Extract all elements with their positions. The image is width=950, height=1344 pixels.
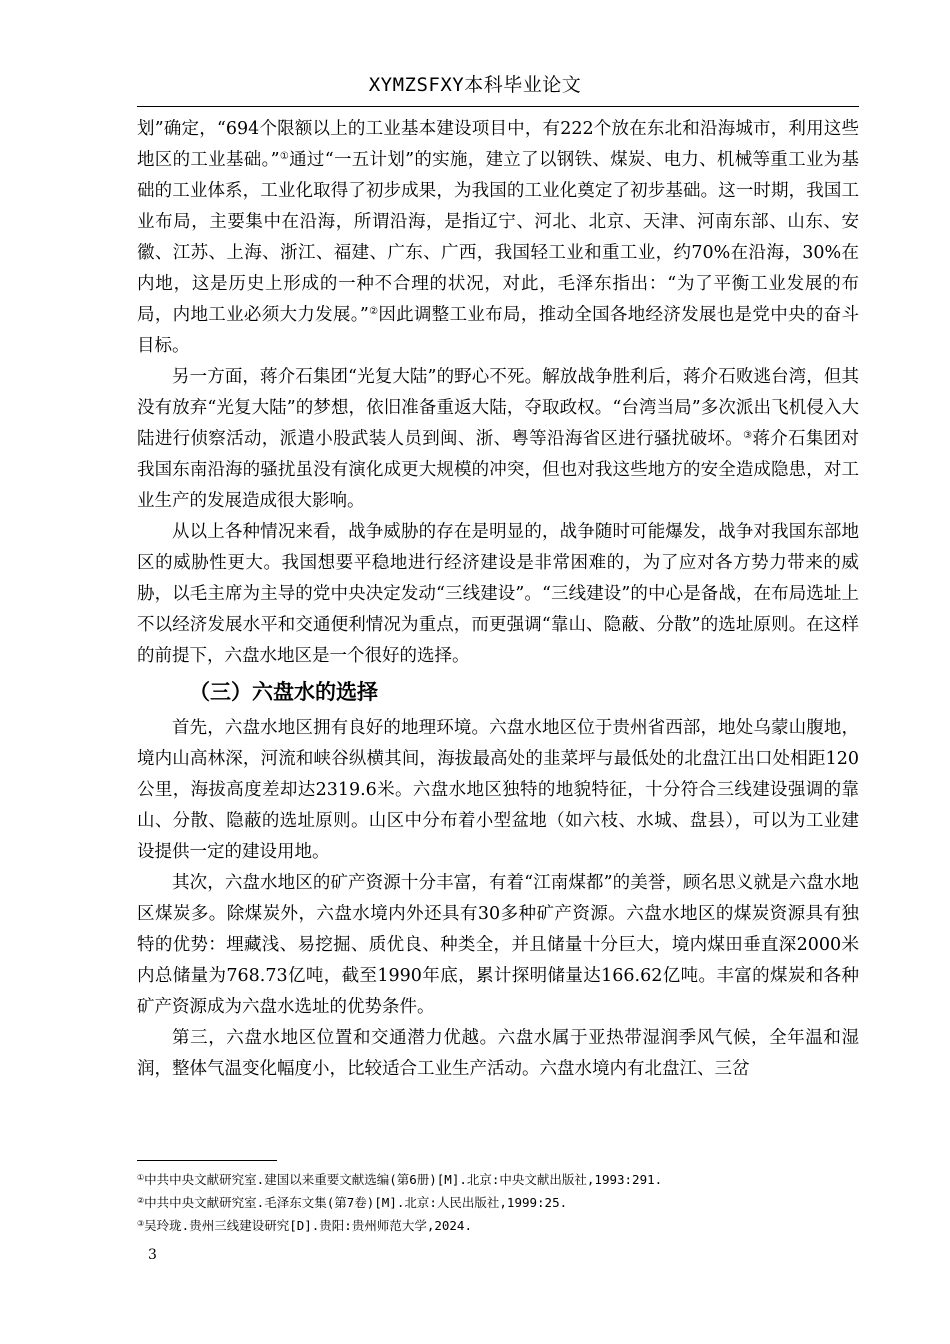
paragraph: 第三，六盘水地区位置和交通潜力优越。六盘水属于亚热带湿润季风气候，全年温和湿润，整体气温变化幅度小，比较适合工业生产活动。六盘水境内有北盘江、三岔 <box>137 1028 859 1079</box>
header-rule <box>137 106 859 107</box>
paragraph-continuation: 划”确定，“694个限额以上的工业基本建设项目中，有222个放在东北和沿海城市，利用这些地区的工业基础。”①通过“一五计划”的实施，建立了以钢铁、煤炭、电力、机械等重工业为基础的工业体系，工业化取得了初步成果，为我国的工业化奠定了初步基础。这一时期，我国工业布局，主要集中在沿海，所谓沿海，是指辽宁、河北、北京、天津、河南东部、山东、安徽、江苏、上海、浙江、福建、广东、广西，我国轻工业和重工业，约70%在沿海，30%在内地，这是历史上形成的一种不合理的状况，对此，毛泽东指出：“为了平衡工业发展的布局，内地工业必须大力发展。”②因此调整工业布局，推动全国各地经济发展也是党中央的奋斗目标。 <box>137 119 859 356</box>
footnote: ③吴玲珑.贵州三线建设研究[D].贵阳:贵州师范大学,2024. <box>137 1218 472 1233</box>
main-body <box>137 114 859 1085</box>
footnote: ①中共中央文献研究室.建国以来重要文献选编(第6册)[M].北京:中央文献出版社,1993:291. <box>137 1172 663 1187</box>
footnote-separator <box>137 1160 277 1161</box>
footnote-ref-1[interactable]: ① <box>279 151 290 162</box>
page-number: 3 <box>148 1247 157 1263</box>
paragraph: 其次，六盘水地区的矿产资源十分丰富，有着“江南煤都”的美誉，顾名思义就是六盘水地区煤炭多。除煤炭外，六盘水境内外还具有30多种矿产资源。六盘水地区的煤炭资源具有独特的优势：埋藏浅、易挖掘、质优良、种类全，并且储量十分巨大，境内煤田垂直深2000米内总储量为768.73亿吨，截至1990年底，累计探明储量达166.62亿吨。丰富的煤炭和各种矿产资源成为六盘水选址的优势条件。 <box>137 873 859 1017</box>
footnote-ref-2[interactable]: ② <box>368 306 379 317</box>
footnotes <box>137 1168 859 1237</box>
footnote: ②中共中央文献研究室.毛泽东文集(第7卷)[M].北京:人民出版社,1999:25. <box>137 1195 568 1210</box>
footnote-ref-3[interactable]: ③ <box>743 430 753 441</box>
paragraph: 首先，六盘水地区拥有良好的地理环境。六盘水地区位于贵州省西部，地处乌蒙山腹地，境内山高林深，河流和峡谷纵横其间，海拔最高处的韭菜坪与最低处的北盘江出口处相距120公里，海拔高度差却达2319.6米。六盘水地区独特的地貌特征，十分符合三线建设强调的靠山、分散、隐蔽的选址原则。山区中分布着小型盆地（如六枝、水城、盘县），可以为工业建设提供一定的建设用地。 <box>137 718 859 862</box>
section-heading: （三）六盘水的选择 <box>189 680 378 704</box>
running-header: XYMZSFXY本科毕业论文 <box>368 74 582 96</box>
paragraph: 另一方面，蒋介石集团“光复大陆”的野心不死。解放战争胜利后，蒋介石败逃台湾，但其没有放弃“光复大陆”的梦想，依旧准备重返大陆，夺取政权。“台湾当局”多次派出飞机侵入大陆进行侦察活动，派遣小股武装人员到闽、浙、粤等沿海省区进行骚扰破坏。③蒋介石集团对我国东南沿海的骚扰虽没有演化成更大规模的冲突，但也对我这些地方的安全造成隐患，对工业生产的发展造成很大影响。 <box>137 367 860 511</box>
paragraph: 从以上各种情况来看，战争威胁的存在是明显的，战争随时可能爆发，战争对我国东部地区的威胁性更大。我国想要平稳地进行经济建设是非常困难的，为了应对各方势力带来的威胁，以毛主席为主导的党中央决定发动“三线建设”。“三线建设”的中心是备战，在布局选址上不以经济发展水平和交通便利情况为重点，而更强调“靠山、隐蔽、分散”的选址原则。在这样的前提下，六盘水地区是一个很好的选择。 <box>137 522 859 666</box>
